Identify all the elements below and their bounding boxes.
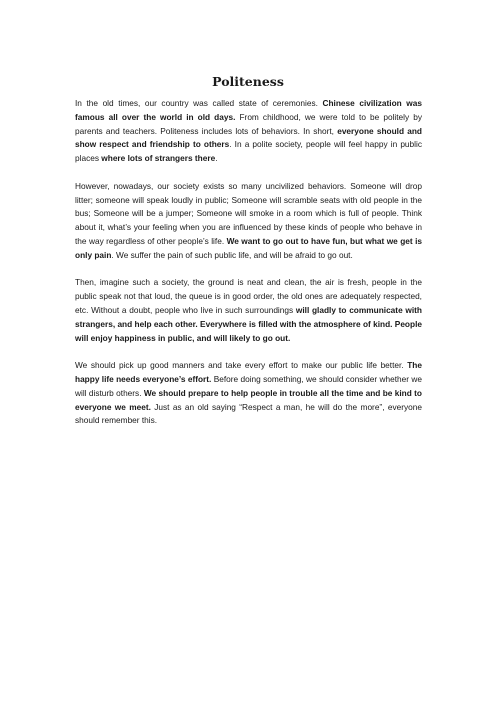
text-run: We should pick up good manners and take every effort to make our public life better. <box>75 360 408 371</box>
text-run: . <box>215 153 218 164</box>
text-run: Just as an old saying “Respect a man, he will do the more”, everyone should remember this. <box>75 401 422 426</box>
bold-text-run: will gladly to communicate with strangers, and help each other. Everywhere is filled with the atmosphere of kind. People will enjoy happiness in public, and will likely to go out. <box>75 304 422 343</box>
text-run: . We suffer the pain of such public life, and will be afraid to go out. <box>111 249 353 260</box>
bold-text-run: We should prepare to help people in trouble all the time and be kind to everyone we meet. <box>75 387 422 412</box>
paragraph-4 <box>75 359 422 428</box>
paragraph-3 <box>75 276 422 345</box>
bold-text-run: Chinese civilization was famous all over the world in old days. <box>75 98 422 122</box>
text-run: However, nowadays, our society exists so many uncivilized behaviors. Someone will drop litter; someone will speak loudly in public; Someone will scramble seats with old people in the bus; Someone will be a jumper; Someone will smoke in a room which is full of people. Think about it, what’s your feeling when you are influenced by these kinds of people who behave in the way regardless of other people’s life. <box>75 180 422 246</box>
text-run: Then, imagine such a society, the ground is neat and clean, the air is fresh, people in the public speak not that loud, the queue is in good order, the old ones are adequately respected, etc. Without a doubt, people who live in such surroundings <box>75 277 422 315</box>
bold-text-run: We want to go out to have fun, but what we get is only pain <box>75 235 422 260</box>
document-body <box>75 97 422 442</box>
bold-text-run: everyone should and show respect and friendship to others <box>75 125 422 150</box>
paragraph-2 <box>75 180 422 263</box>
bold-text-run: The happy life needs everyone’s effort. <box>75 360 422 384</box>
document-title: Politeness <box>212 74 284 89</box>
text-run: . In a polite society, people will feel happy in public places <box>75 139 422 164</box>
text-run: Before doing something, we should consider whether we will disturb others. <box>75 373 422 398</box>
paragraph-1 <box>75 97 422 166</box>
text-run: In the old times, our country was called state of ceremonies. <box>75 98 323 108</box>
text-run: From childhood, we were told to be politely by parents and teachers. Politeness includes lots of behaviors. In short, <box>75 111 422 136</box>
bold-text-run: where lots of strangers there <box>101 153 216 164</box>
